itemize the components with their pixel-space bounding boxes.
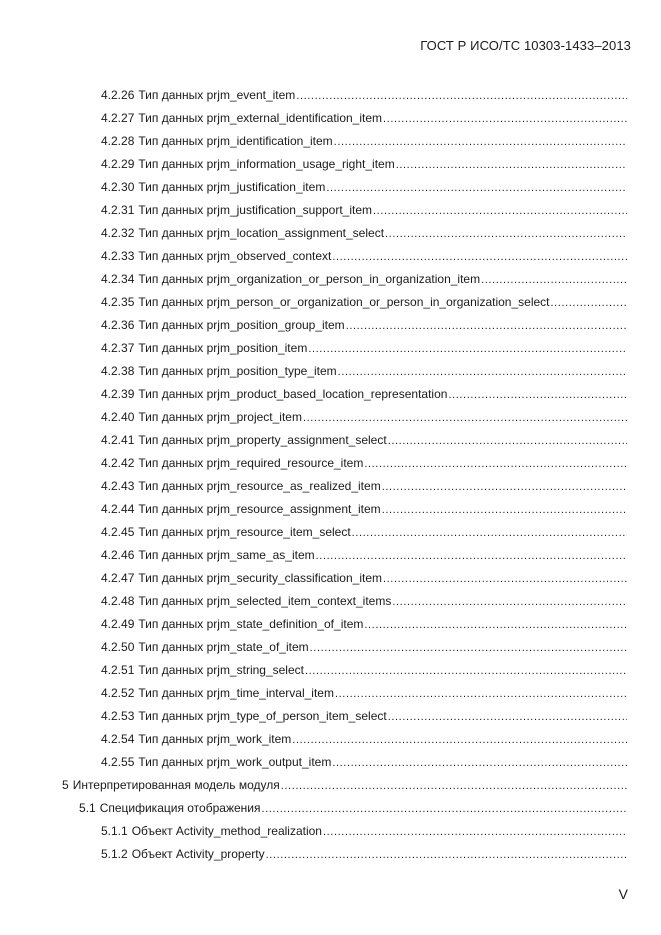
toc-entry[interactable]: [0, 452, 661, 475]
entry-title: Тип данных prjm_organization_or_person_in_organization_item: [138, 272, 481, 286]
entry-title: Тип данных prjm_person_or_organization_or_person_in_organization_select: [138, 295, 550, 309]
dot-leader: [385, 223, 627, 246]
entry-number: 4.2.43: [101, 479, 135, 493]
toc-entry[interactable]: [0, 107, 661, 130]
dot-leader: [305, 660, 627, 683]
entry-number: 4.2.26: [101, 88, 135, 102]
entry-title: Тип данных prjm_security_classification_item: [138, 571, 382, 585]
entry-number: 5.1.2: [101, 847, 128, 861]
toc-entry[interactable]: [0, 590, 661, 613]
entry-number: 4.2.39: [101, 387, 135, 401]
entry-number: 4.2.46: [101, 548, 135, 562]
entry-title: Тип данных prjm_string_select: [138, 663, 304, 677]
toc-entry[interactable]: [0, 774, 661, 797]
toc-entry[interactable]: [0, 475, 661, 498]
entry-title: Тип данных prjm_type_of_person_item_select: [138, 709, 387, 723]
entry-number: 4.2.33: [101, 249, 135, 263]
entry-title: Тип данных prjm_property_assignment_select: [138, 433, 387, 447]
dot-leader: [316, 545, 627, 568]
entry-number: 4.2.40: [101, 410, 135, 424]
toc-entry[interactable]: [0, 544, 661, 567]
entry-title: Тип данных prjm_justification_item: [138, 180, 326, 194]
toc-entry[interactable]: [0, 130, 661, 153]
entry-title: Тип данных prjm_position_type_item: [138, 364, 337, 378]
entry-title: Тип данных prjm_product_based_location_representation: [138, 387, 448, 401]
entry-number: 5: [62, 778, 69, 792]
page-number: V: [618, 886, 628, 902]
toc-entry[interactable]: [0, 268, 661, 291]
toc-entry[interactable]: [0, 659, 661, 682]
dot-leader: [383, 568, 627, 591]
toc-entry[interactable]: [0, 751, 661, 774]
entry-number: 4.2.51: [101, 663, 135, 677]
toc-entry[interactable]: [0, 199, 661, 222]
toc-entry[interactable]: [0, 797, 661, 820]
dot-leader: [352, 522, 627, 545]
dot-leader: [266, 844, 627, 867]
toc-entry[interactable]: [0, 429, 661, 452]
entry-number: 4.2.36: [101, 318, 135, 332]
dot-leader: [346, 315, 627, 338]
toc-entry[interactable]: [0, 406, 661, 429]
toc-entry[interactable]: [0, 843, 661, 866]
entry-number: 4.2.27: [101, 111, 135, 125]
entry-title: Тип данных prjm_state_definition_of_item: [138, 617, 364, 631]
entry-number: 4.2.44: [101, 502, 135, 516]
toc-entry[interactable]: [0, 613, 661, 636]
entry-title: Тип данных prjm_identification_item: [138, 134, 333, 148]
dot-leader: [481, 269, 627, 292]
toc-entry[interactable]: [0, 245, 661, 268]
entry-title: Тип данных prjm_selected_item_context_items: [138, 594, 392, 608]
dot-leader: [323, 821, 627, 844]
toc-entry[interactable]: [0, 383, 661, 406]
entry-number: 5.1: [79, 801, 96, 815]
toc-entry[interactable]: [0, 84, 661, 107]
dot-leader: [396, 154, 627, 177]
entry-title: Тип данных prjm_work_output_item: [138, 755, 332, 769]
entry-number: 4.2.37: [101, 341, 135, 355]
toc-entry[interactable]: [0, 682, 661, 705]
dot-leader: [310, 637, 627, 660]
entry-number: 4.2.45: [101, 525, 135, 539]
toc-entry[interactable]: [0, 636, 661, 659]
dot-leader: [373, 200, 627, 223]
document-header: [420, 38, 631, 53]
entry-number: 4.2.49: [101, 617, 135, 631]
entry-title: Тип данных prjm_external_identification_item: [138, 111, 383, 125]
toc-entry[interactable]: [0, 176, 661, 199]
entry-title: Объект Activity_property: [131, 847, 265, 861]
dot-leader: [332, 752, 627, 775]
toc-entry[interactable]: [0, 567, 661, 590]
entry-title: Интерпретированная модель модуля: [72, 778, 280, 792]
dot-leader: [335, 683, 627, 706]
dot-leader: [296, 85, 627, 108]
toc-entry[interactable]: [0, 728, 661, 751]
toc-entry[interactable]: [0, 705, 661, 728]
entry-number: 4.2.42: [101, 456, 135, 470]
entry-number: 4.2.38: [101, 364, 135, 378]
dot-leader: [382, 499, 627, 522]
entry-title: Объект Activity_method_realization: [131, 824, 322, 838]
toc-entry[interactable]: [0, 521, 661, 544]
entry-number: 4.2.32: [101, 226, 135, 240]
dot-leader: [364, 614, 627, 637]
dot-leader: [551, 292, 628, 315]
entry-title: Спецификация отображения: [99, 801, 261, 815]
entry-number: 4.2.30: [101, 180, 135, 194]
entry-number: 4.2.35: [101, 295, 135, 309]
entry-number: 4.2.34: [101, 272, 135, 286]
toc-entry[interactable]: [0, 337, 661, 360]
dot-leader: [383, 108, 627, 131]
entry-number: 4.2.31: [101, 203, 135, 217]
entry-title: Тип данных prjm_project_item: [138, 410, 302, 424]
toc-entry[interactable]: [0, 222, 661, 245]
entry-number: 4.2.29: [101, 157, 135, 171]
entry-title: Тип данных prjm_information_usage_right_item: [138, 157, 395, 171]
dot-leader: [448, 384, 627, 407]
entry-title: Тип данных prjm_time_interval_item: [138, 686, 334, 700]
entry-title: Тип данных prjm_position_item: [138, 341, 308, 355]
entry-number: 4.2.53: [101, 709, 135, 723]
dot-leader: [388, 706, 627, 729]
entry-title: Тип данных prjm_event_item: [138, 88, 296, 102]
entry-number: 4.2.47: [101, 571, 135, 585]
entry-number: 4.2.28: [101, 134, 135, 148]
dot-leader: [303, 407, 627, 430]
entry-title: Тип данных prjm_position_group_item: [138, 318, 345, 332]
entry-number: 4.2.54: [101, 732, 135, 746]
entry-title: Тип данных prjm_justification_support_item: [138, 203, 373, 217]
dot-leader: [338, 361, 627, 384]
dot-leader: [281, 775, 627, 798]
table-of-contents: [0, 84, 661, 866]
dot-leader: [334, 131, 627, 154]
toc-entry[interactable]: [0, 153, 661, 176]
dot-leader: [382, 476, 627, 499]
standard-designation: ГОСТ Р ИСО/ТС 10303-1433–2013: [420, 38, 631, 53]
entry-number: 4.2.55: [101, 755, 135, 769]
dot-leader: [388, 430, 627, 453]
entry-title: Тип данных prjm_same_as_item: [138, 548, 315, 562]
dot-leader: [326, 177, 627, 200]
entry-title: Тип данных prjm_observed_context: [138, 249, 332, 263]
dot-leader: [261, 798, 627, 821]
toc-entry[interactable]: [0, 360, 661, 383]
entry-number: 4.2.50: [101, 640, 135, 654]
toc-entry[interactable]: [0, 820, 661, 843]
toc-entry[interactable]: [0, 291, 661, 314]
entry-title: Тип данных prjm_work_item: [138, 732, 292, 746]
dot-leader: [364, 453, 627, 476]
toc-entry[interactable]: [0, 314, 661, 337]
toc-entry[interactable]: [0, 498, 661, 521]
dot-leader: [392, 591, 627, 614]
entry-title: Тип данных prjm_location_assignment_select: [138, 226, 385, 240]
entry-title: Тип данных prjm_resource_as_realized_item: [138, 479, 381, 493]
dot-leader: [292, 729, 627, 752]
entry-number: 4.2.52: [101, 686, 135, 700]
entry-title: Тип данных prjm_resource_item_select: [138, 525, 351, 539]
dot-leader: [308, 338, 627, 361]
dot-leader: [332, 246, 627, 269]
entry-title: Тип данных prjm_state_of_item: [138, 640, 309, 654]
entry-number: 4.2.48: [101, 594, 135, 608]
entry-title: Тип данных prjm_resource_assignment_item: [138, 502, 381, 516]
entry-number: 5.1.1: [101, 824, 128, 838]
entry-title: Тип данных prjm_required_resource_item: [138, 456, 364, 470]
entry-number: 4.2.41: [101, 433, 135, 447]
